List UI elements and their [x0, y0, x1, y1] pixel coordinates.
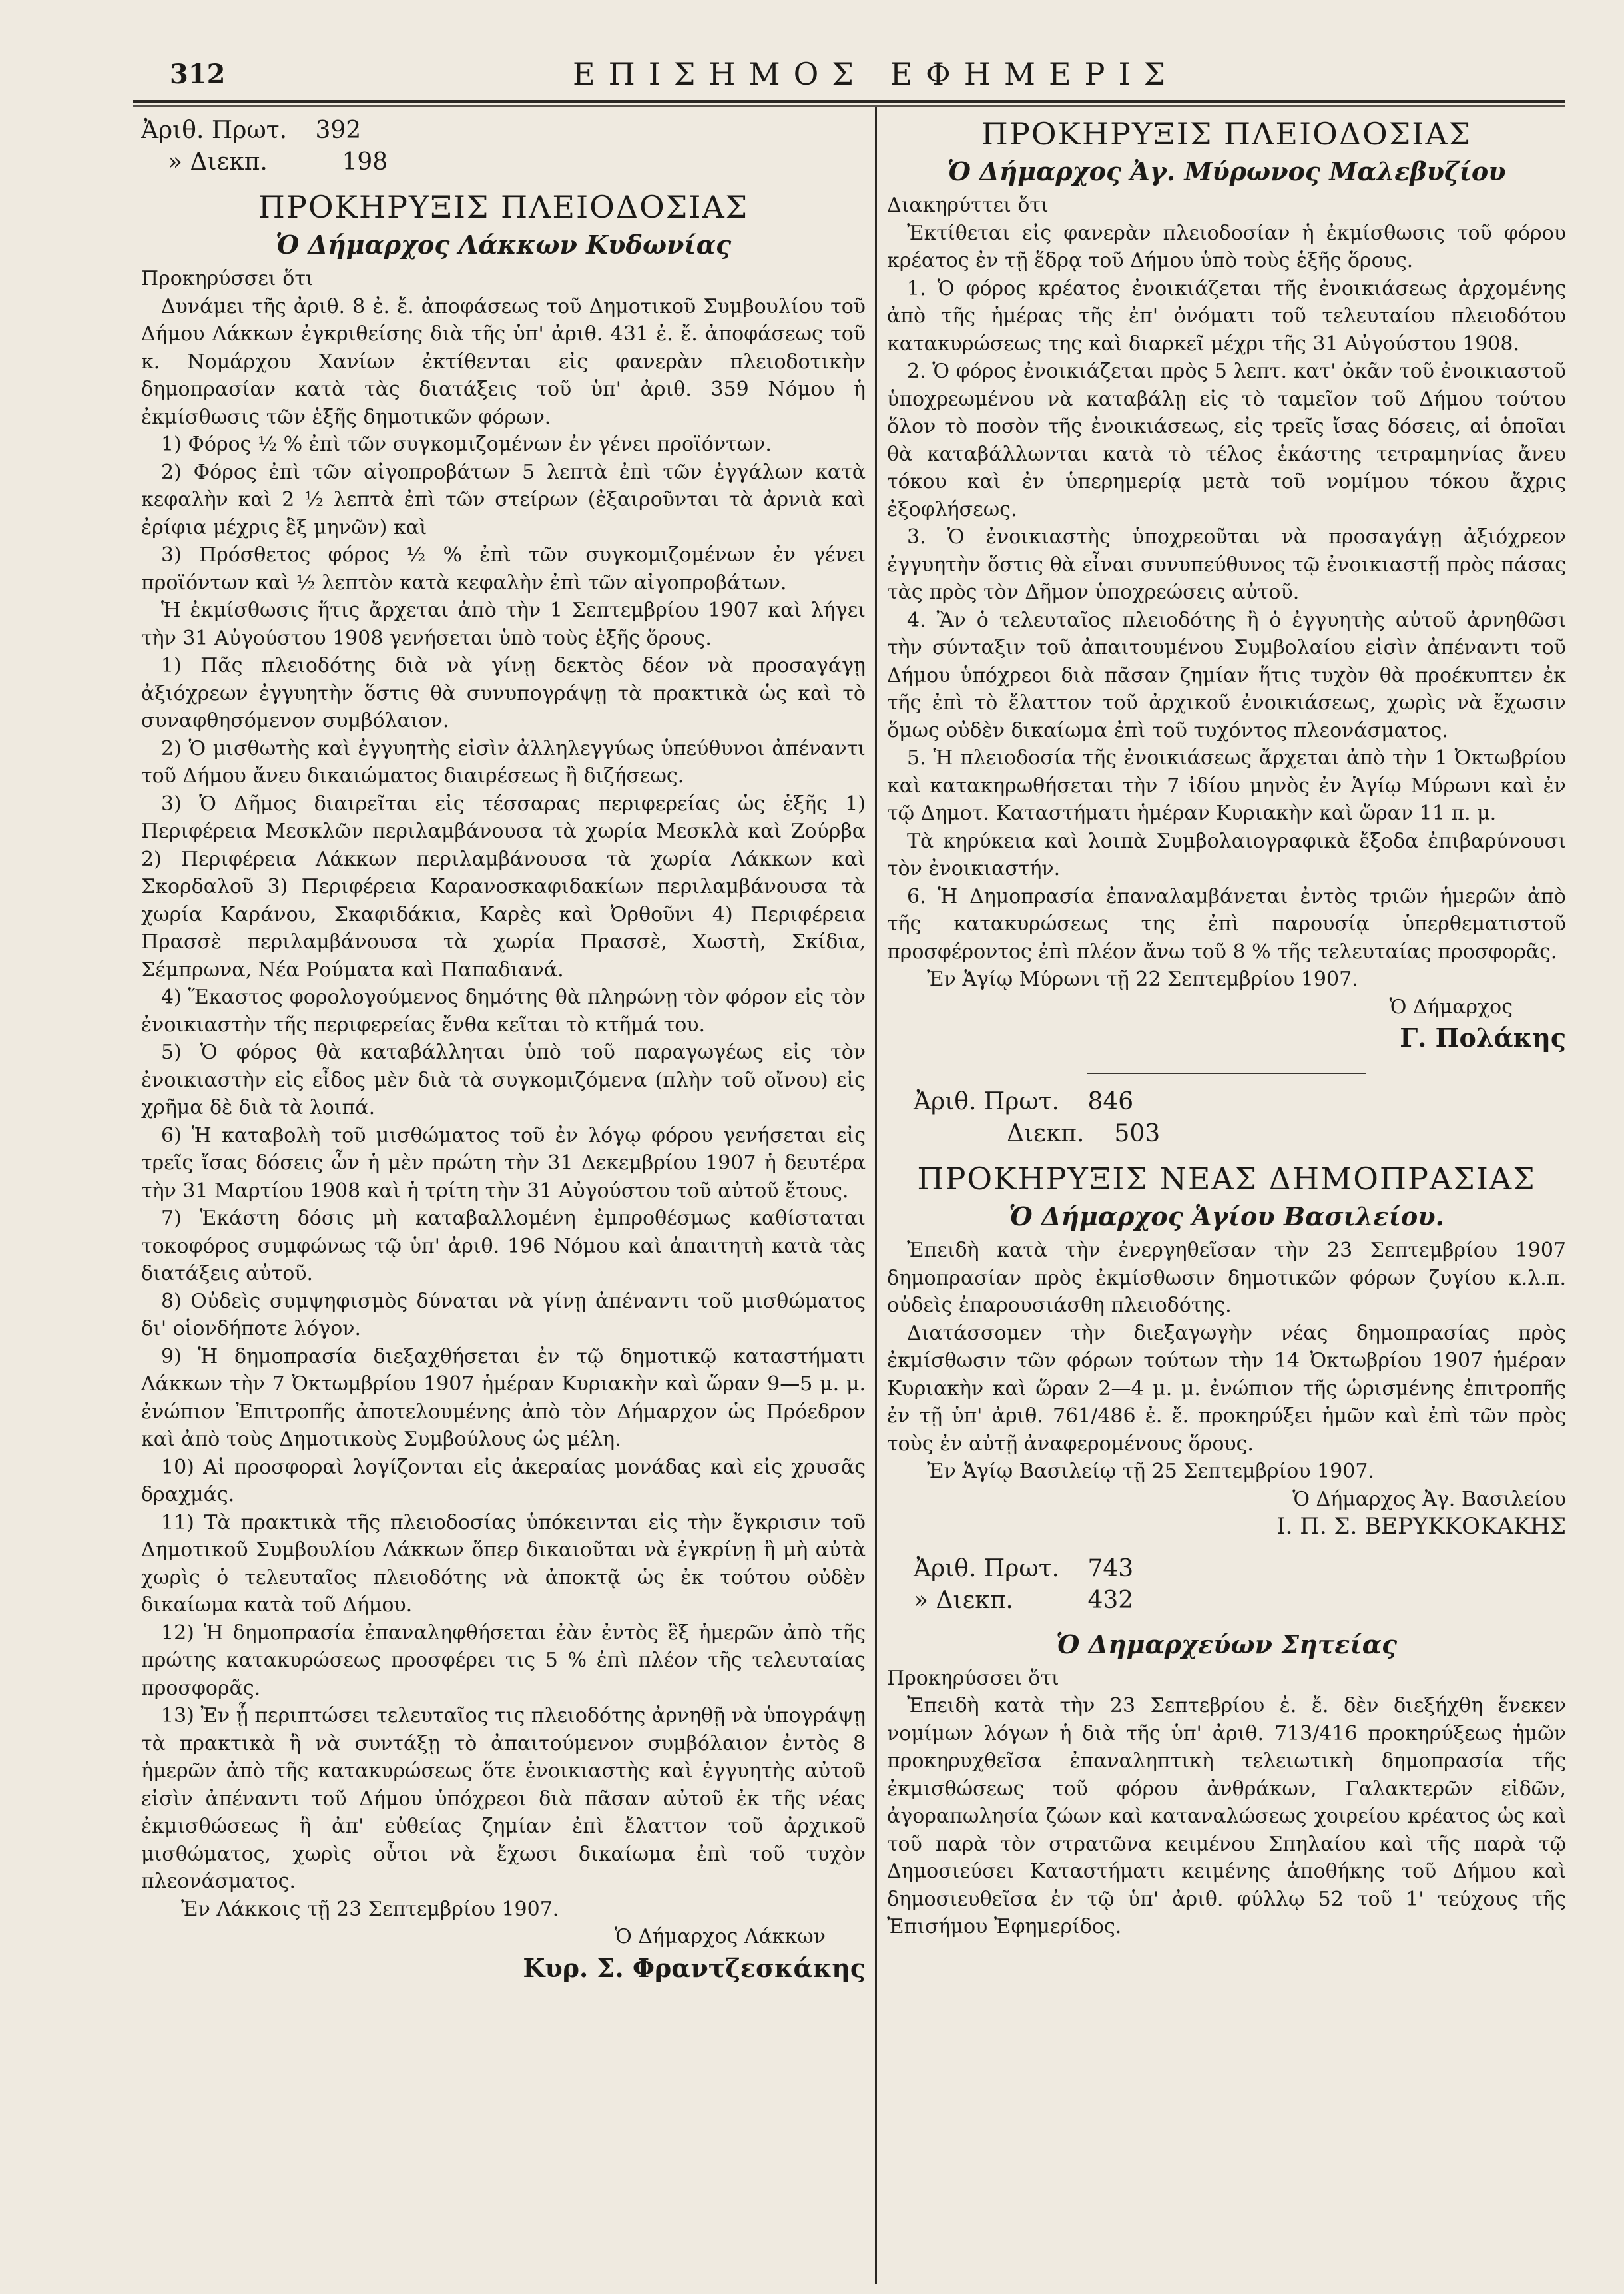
signer-title: Ὁ Δήμαρχος	[1389, 995, 1513, 1019]
notice-announce: Προκηρύσσει ὅτι	[141, 267, 314, 290]
notice-issuer: Ὁ Δήμαρχος Λάκκων Κυδωνίας	[275, 230, 732, 260]
left-column	[141, 115, 866, 2279]
paragraph: 11) Τὰ πρακτικὰ τῆς πλειοδοσίας ὑπόκεινται εἰς τὴν ἔγκρισιν τοῦ Δημοτικοῦ Συμβουλίου Λάκκων ὅπερ δικαιοῦται νὰ ἐγκρίνῃ ἢ μὴ αὐτὰ χωρὶς ὁ τελευταῖος πλειοδότης νὰ ἀποκτᾷ ὡς ἐκ τούτου οὐδὲν δικαίωμα κατὰ τοῦ Δήμου.	[141, 1510, 866, 1617]
paragraph: 2. Ὁ φόρος ἐνοικιάζεται πρὸς 5 λεπτ. κατ' ὀκᾶν τοῦ ἐνοικιαστοῦ ὑποχρεωμένου νὰ καταβάλῃ εἰς τὸ ταμεῖον τοῦ Δήμου τούτου ὅλον τὸ ποσὸν τῆς ἐνοικιάσεως, εἰς τρεῖς ἴσας δόσεις, αἱ ὁποῖαι θὰ καταβάλλωνται κατὰ τὸ τέλος ἑκάστης τετραμηνίας ἄνευ τόκου καὶ ἐν ὑπερημερίᾳ μετὰ τοῦ νομίμου τόκου ἄχρις ἐξοφλήσεως.	[887, 360, 1566, 521]
notice-heading: ΠΡΟΚΗΡΥΞΙΣ ΠΛΕΙΟΔΟΣΙΑΣ	[258, 189, 749, 225]
paragraph: 3) Ὁ Δῆμος διαιρεῖται εἰς τέσσαρας περιφερείας ὡς ἑξῆς 1) Περιφέρεια Μεσκλῶν περιλαμβάνουσα τὰ χωρία Μεσκλὰ καὶ Ζούρβα 2) Περιφέρεια Λάκκων περιλαμβάνουσα τὰ χωρία Λάκκων καὶ Σκορδαλοῦ 3) Περιφέρεια Καρανοσκαφιδακίων περιλαμβάνουσα τὰ χωρία Καράνου, Σκαφιδάκια, Καρὲς καὶ Ὀρθοῦνι 4) Περιφέρεια Πρασσὲ περιλαμβάνουσα τὰ χωρία Πρασσὲ, Χωστὴ, Σκίδια, Σέμπρωνα, Νέα Ρούματα καὶ Παπαδιανά.	[141, 792, 866, 982]
paragraph: 8) Οὐδεὶς συμψηφισμὸς δύναται νὰ γίνῃ ἀπέναντι τοῦ μισθώματος δι' οἱονδήποτε λόγον.	[141, 1289, 866, 1340]
notice-date: Ἐν Ἁγίῳ Βασιλείῳ τῇ 25 Σεπτεμβρίου 1907.	[927, 1460, 1374, 1483]
page-number: 312	[170, 59, 226, 90]
header-rule	[133, 100, 1565, 103]
paragraph: Ἐπειδὴ κατὰ τὴν ἐνεργηθεῖσαν τὴν 23 Σεπτεμβρίου 1907 δημοπρασίαν πρὸς ἐκμίσθωσιν δημοτικῶν φόρων ζυγίου κ.λ.π. οὐδεὶς ἐπαρουσιάσθη πλειοδότης.	[887, 1239, 1566, 1317]
paragraph: 4. Ἂν ὁ τελευταῖος πλειοδότης ἢ ὁ ἐγγυητὴς αὐτοῦ ἀρνηθῶσι τὴν σύνταξιν τοῦ ἀπαιτουμένου Συμβολαίου εἰσὶν ἀπέναντι τοῦ Δήμου ὑπόχρεοι διὰ πᾶσαν ζημίαν ἥτις τυχὸν θὰ προέκυπτεν ἐκ τῆς ἐπὶ τὸ ἔλαττον τοῦ ἀρχικοῦ ἐνοικιάσεως, χωρὶς νὰ ἔχωσιν ὅμως οὐδὲν δικαίωμα ἐπὶ τοῦ τυχόντος πλεονάσματος.	[887, 608, 1566, 742]
paragraph: Διατάσσομεν τὴν διεξαγωγὴν νέας δημοπρασίας πρὸς ἐκμίσθωσιν τῶν φόρων τούτων τὴν 14 Ὀκτωβρίου 1907 ἡμέραν Κυριακὴν καὶ ὥραν 2—4 μ. μ. ἐνώπιον τῆς ὡρισμένης ἐπιτροπῆς ἐν τῇ ὑπ' ἀριθ. 761/486 ἐ. ἔ. προκηρύξει ἡμῶν καὶ ἐπὶ τῶν πρὸς τοὺς ἐν αὐτῇ ἀναφερομένους ὅρους.	[887, 1321, 1566, 1456]
paragraph: 10) Αἱ προσφοραὶ λογίζονται εἰς ἀκεραίας μονάδας καὶ εἰς χρυσᾶς δραχμάς.	[141, 1455, 866, 1506]
paragraph: 5. Ἡ πλειοδοσία τῆς ἐνοικιάσεως ἄρχεται ἀπὸ τὴν 1 Ὀκτωβρίου καὶ κατακηρωθήσεται τὴν 7 ἰδίου μηνὸς ἐν Ἁγίῳ Μύρωνι καὶ ἐν τῷ Δημοτ. Καταστήματι ἡμέραν Κυριακὴν καὶ ὥραν 11 π. μ.	[887, 746, 1566, 825]
diekp-label: » Διεκπ.	[914, 1586, 1013, 1614]
paragraph: 6. Ἡ Δημοπρασία ἐπαναλαμβάνεται ἐντὸς τριῶν ἡμερῶν ἀπὸ τῆς κατακυρώσεως της ἐπὶ παρουσίᾳ ὑπερθεματιστοῦ προσφέροντος ἐπὶ πλέον ἄνω τοῦ 8 % τῆς τελευταίας προσφορᾶς.	[887, 884, 1566, 964]
right-column	[887, 115, 1566, 2279]
prot-label: Ἀριθ. Πρωτ.	[141, 117, 288, 144]
reference-numbers	[887, 1086, 1566, 1150]
prot-number: 846	[1087, 1088, 1134, 1115]
diekp-label: Διεκπ.	[1007, 1120, 1085, 1147]
notice-date: Ἐν Λάκκοις τῇ 23 Σεπτεμβρίου 1907.	[181, 1897, 559, 1921]
paragraph: 3. Ὁ ἐνοικιαστὴς ὑποχρεοῦται νὰ προσαγάγῃ ἀξιόχρεον ἐγγυητὴν ὅστις θὰ εἶναι συνυπεύθυνος τῷ ἐνοικιαστῇ πρὸς πάσας τὰς πρὸς τὸν Δῆμον ὑποχρεώσεις αὐτοῦ.	[887, 525, 1566, 604]
paragraph: 1) Πᾶς πλειοδότης διὰ νὰ γίνῃ δεκτὸς δέον νὰ προσαγάγῃ ἀξιόχρεων ἐγγυητὴν ὅστις θὰ συνυπογράψῃ τὰ πρακτικὰ ὡς καὶ τὸ συναφθησόμενον συμβόλαιον.	[141, 654, 866, 732]
paragraph: Ἡ ἐκμίσθωσις ἥτις ἄρχεται ἀπὸ τὴν 1 Σεπτεμβρίου 1907 καὶ λήγει τὴν 31 Αὐγούστου 1908 γενήσεται ὑπὸ τοὺς ἑξῆς ὅρους.	[141, 599, 866, 650]
prot-number: 392	[315, 117, 362, 144]
paragraph: 13) Ἐν ᾗ περιπτώσει τελευταῖος τις πλειοδότης ἀρνηθῇ νὰ ὑπογράψῃ τὰ πρακτικὰ ἢ νὰ συντάξῃ τὸ ἀπαιτούμενον συμβόλαιον ἐντὸς 8 ἡμερῶν ἀπὸ τῆς κατακυρώσεως ὅτε ἐνοικιαστὴς καὶ ἐγγυητὴς αὐτοῦ εἰσὶν ἀπέναντι τοῦ Δήμου ὑπόχρεοι διὰ πᾶσαν αὐτοῦ ἐκ τῆς νέας ἐκμισθώσεως ἢ ἀπ' εὐθείας ζημίαν ἐπὶ ἔλαττον τοῦ ἀρχικοῦ μισθώματος, χωρὶς οὗτοι νὰ ἔχωσι δικαίωμα ἐπὶ τοῦ τυχὸν πλεονάσματος.	[141, 1704, 866, 1893]
notice-announce: Προκηρύσσει ὅτι	[887, 1666, 1059, 1690]
signer-name: Ι. Π. Σ. ΒΕΡΥΚΚΟΚΑΚΗΣ	[1276, 1513, 1566, 1540]
paragraph: 12) Ἡ δημοπρασία ἐπαναληφθήσεται ἐὰν ἐντὸς ἓξ ἡμερῶν ἀπὸ τῆς πρώτης κατακυρώσεως προσφέρει τις 5 % ἐπὶ πλέον τῆς τελευταίας προσφορᾶς.	[141, 1621, 866, 1700]
paragraph: Ἐκτίθεται εἰς φανερὰν πλειοδοσίαν ἡ ἐκμίσθωσις τοῦ φόρου κρέατος ἐν τῇ ἕδρᾳ τοῦ Δήμου ὑπὸ τοὺς ἑξῆς ὅρους.	[887, 221, 1566, 272]
notice-issuer: Ὁ Δημαρχεύων Σητείας	[1055, 1629, 1398, 1659]
reference-numbers	[887, 1553, 1566, 1617]
paragraph: 1) Φόρος ½ % ἐπὶ τῶν συγκομιζομένων ἐν γένει προϊόντων.	[161, 433, 772, 456]
running-title: ΕΠΙΣΗΜΟΣ ΕΦΗΜΕΡΙΣ	[573, 56, 1179, 92]
paragraph: 7) Ἑκάστη δόσις μὴ καταβαλλομένη ἐμπροθέσμως καθίσταται τοκοφόρος συμφώνως τῷ ὑπ' ἀριθ. 196 Νόμου καὶ ἀπαιτητὴ κατὰ τὰς διατάξεις αὐτοῦ.	[141, 1207, 866, 1285]
header-rule-thin	[133, 105, 1565, 107]
paragraph: Ἐπειδὴ κατὰ τὴν 23 Σεπτεβρίου ἐ. ἔ. δὲν διεξήχθη ἕνεκεν νομίμων λόγων ἡ διὰ τῆς ὑπ' ἀριθ. 713/416 προκηρύξεως ἡμῶν προκηρυχθεῖσα ἐπαναληπτικὴ τελειωτικὴ δημοπρασία τῆς ἐκμισθώσεως τοῦ φόρου ἀνθράκων, Γαλακτερῶν εἰδῶν, ἀγοραπωλησία ζώων καὶ καταναλώσεως χοιρείου κρέατος ὡς καὶ τοῦ παρὰ τὸν στρατῶνα κειμένου Σπηλαίου καὶ τῆς παρὰ τῷ Δημοσιεύσει Καταστήματι κειμένης ἀποθήκης τοῦ Δήμου καὶ δημοσιευθεῖσα ἐν τῷ ὑπ' ἀριθ. φύλλῳ 52 τοῦ 1' τεύχους τῆς Ἐπισήμου Ἐφημερίδος.	[887, 1694, 1566, 1938]
column-divider	[875, 107, 877, 2284]
paragraph: 2) Φόρος ἐπὶ τῶν αἰγοπροβάτων 5 λεπτὰ ἐπὶ τῶν ἐγγάλων κατὰ κεφαλὴν καὶ 2 ½ λεπτὰ ἐπὶ τῶν στείρων (ἐξαιροῦνται τὰ ἀρνιὰ καὶ ἐρίφια μέχρις ἓξ μηνῶν) καὶ	[141, 460, 866, 539]
paragraph: 4) Ἕκαστος φορολογούμενος δημότης θὰ πληρώνῃ τὸν φόρον εἰς τὸν ἐνοικιαστὴν τῆς περιφερείας ἔνθα κεῖται τὸ κτῆμά του.	[141, 986, 866, 1037]
notice-issuer: Ὁ Δήμαρχος Ἀγ. Μύρωνος Μαλεβυζίου	[947, 156, 1506, 186]
notice-body	[141, 293, 866, 1896]
reference-numbers	[141, 115, 866, 178]
diekp-number: 503	[1114, 1120, 1161, 1147]
signer-title: Ὁ Δήμαρχος Ἀγ. Βασιλείου	[1292, 1487, 1566, 1511]
paragraph: Δυνάμει τῆς ἀριθ. 8 ἐ. ἔ. ἀποφάσεως τοῦ Δημοτικοῦ Συμβουλίου τοῦ Δήμου Λάκκων ἐγκριθείσης διὰ τῆς ὑπ' ἀριθ. 431 ἐ. ἔ. ἀποφάσεως τοῦ κ. Νομάρχου Χανίων ἐκτίθενται εἰς φανερὰν πλειοδοτικὴν δημοπρασίαν κατὰ τὰς διατάξεις τοῦ ὑπ' ἀριθ. 359 Νόμου ἡ ἐκμίσθωσις τῶν ἑξῆς δημοτικῶν φόρων.	[141, 294, 866, 429]
signer-title: Ὁ Δήμαρχος Λάκκων	[614, 1925, 826, 1948]
diekp-label: » Διεκπ.	[168, 148, 268, 176]
notice-heading: ΠΡΟΚΗΡΥΞΙΣ ΝΕΑΣ ΔΗΜΟΠΡΑΣΙΑΣ	[917, 1161, 1536, 1197]
paragraph: 6) Ἡ καταβολὴ τοῦ μισθώματος τοῦ ἐν λόγῳ φόρου γενήσεται εἰς τρεῖς ἴσας δόσεις ὧν ἡ μὲν πρώτη τὴν 31 Δεκεμβρίου 1907 ἡ δευτέρα τὴν 31 Μαρτίου 1908 καὶ ἡ τρίτη τὴν 31 Αὐγούστου τοῦ αὐτοῦ ἔτους.	[141, 1123, 866, 1203]
separator-rule	[1087, 1073, 1366, 1074]
paragraph: 9) Ἡ δημοπρασία διεξαχθήσεται ἐν τῷ δημοτικῷ καταστήματι Λάκκων τὴν 7 Ὀκτωμβρίου 1907 ἡμέραν Κυριακὴν καὶ ὥραν 9—5 μ. μ. ἐνώπιον Ἐπιτροπῆς ἀποτελουμένης ἀπὸ τὸν Δήμαρχον ὡς Πρόεδρον καὶ ἀπὸ τοὺς Δημοτικοὺς Συμβούλους ὡς μέλη.	[141, 1344, 866, 1451]
notice-issuer: Ὁ Δήμαρχος Ἁγίου Βασιλείου.	[1009, 1201, 1444, 1231]
paragraph: 3) Πρόσθετος φόρος ½ % ἐπὶ τῶν συγκομιζομένων ἐν γένει προϊόντων καὶ ½ λεπτὸν κατὰ κεφαλὴν ἐπὶ τῶν αἰγοπροβάτων.	[141, 543, 866, 595]
notice-announce: Διακηρύττει ὅτι	[887, 194, 1049, 217]
prot-label: Ἀριθ. Πρωτ.	[914, 1088, 1060, 1115]
prot-label: Ἀριθ. Πρωτ.	[914, 1554, 1060, 1582]
notice-date: Ἐν Ἁγίῳ Μύρωνι τῇ 22 Σεπτεμβρίου 1907.	[927, 968, 1358, 991]
paragraph: 5) Ὁ φόρος θὰ καταβάλληται ὑπὸ τοῦ παραγωγέως εἰς τὸν ἐνοικιαστὴν εἰς εἶδος μὲν διὰ τὰ συγκομιζόμενα (πλὴν τοῦ οἴνου) εἰς χρῆμα δὲ διὰ τὰ λοιπά.	[141, 1041, 866, 1119]
paragraph: 1. Ὁ φόρος κρέατος ἐνοικιάζεται τῆς ἐνοικιάσεως ἀρχομένης ἀπὸ τῆς ἡμέρας τῆς ἐπ' ὀνόματι τοῦ τελευταίου πλειοδότου κατακυρώσεως της καὶ διαρκεῖ μέχρι τῆς 31 Αὐγούστου 1908.	[887, 276, 1566, 356]
paragraph: 2) Ὁ μισθωτὴς καὶ ἐγγυητὴς εἰσὶν ἀλληλεγγύως ὑπεύθυνοι ἀπέναντι τοῦ Δήμου ἄνευ δικαιώματος διαιρέσεως ἢ διζήσεως.	[141, 736, 866, 788]
prot-number: 743	[1087, 1554, 1134, 1582]
paragraph: Τὰ κηρύκεια καὶ λοιπὰ Συμβολαιογραφικὰ ἔξοδα ἐπιβαρύνουσι τὸν ἐνοικιαστήν.	[887, 829, 1566, 880]
diekp-number: 198	[342, 148, 388, 176]
signer-name: Κυρ. Σ. Φραντζεσκάκης	[523, 1952, 866, 1983]
diekp-number: 432	[1087, 1586, 1134, 1614]
signer-name: Γ. Πολάκης	[1400, 1023, 1566, 1053]
notice-heading: ΠΡΟΚΗΡΥΞΙΣ ΠΛΕΙΟΔΟΣΙΑΣ	[981, 116, 1472, 152]
